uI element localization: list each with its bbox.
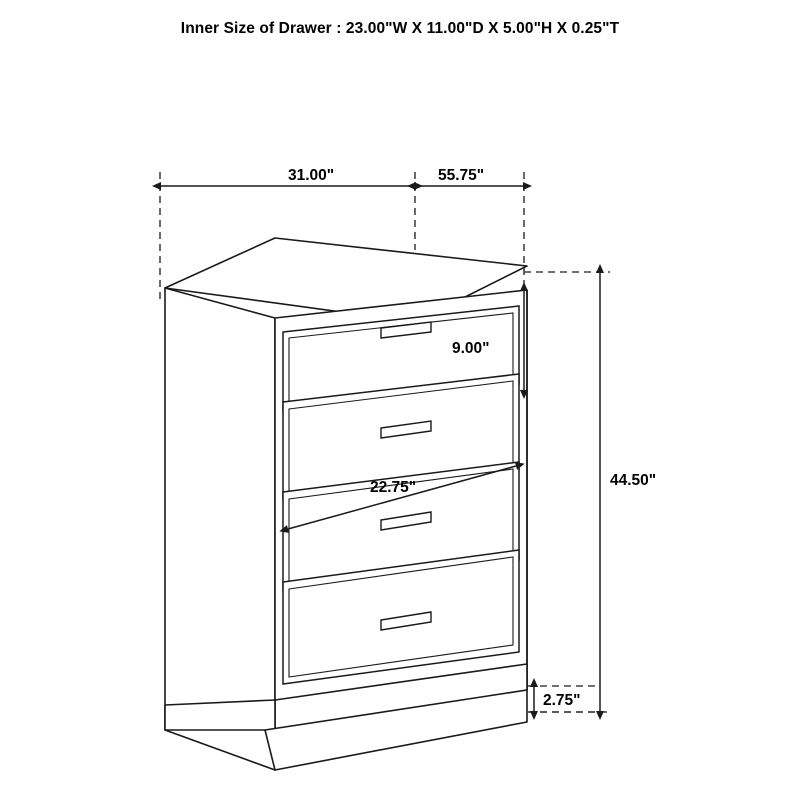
dim-label-base-height: 2.75" (543, 692, 581, 709)
chest-left-base (165, 700, 275, 730)
dim-label-width-total: 55.75" (438, 167, 485, 184)
dim-label-overall-height: 44.50" (610, 472, 657, 489)
page-title: Inner Size of Drawer : 23.00"W X 11.00"D X 5.00"H X 0.25"T (180, 20, 620, 37)
dim-label-width-front: 31.00" (288, 167, 335, 184)
dim-label-drawer-height: 9.00" (452, 340, 490, 357)
dim-label-drawer-inner-width: 22.75" (370, 479, 417, 496)
chest-left-side (165, 288, 275, 770)
